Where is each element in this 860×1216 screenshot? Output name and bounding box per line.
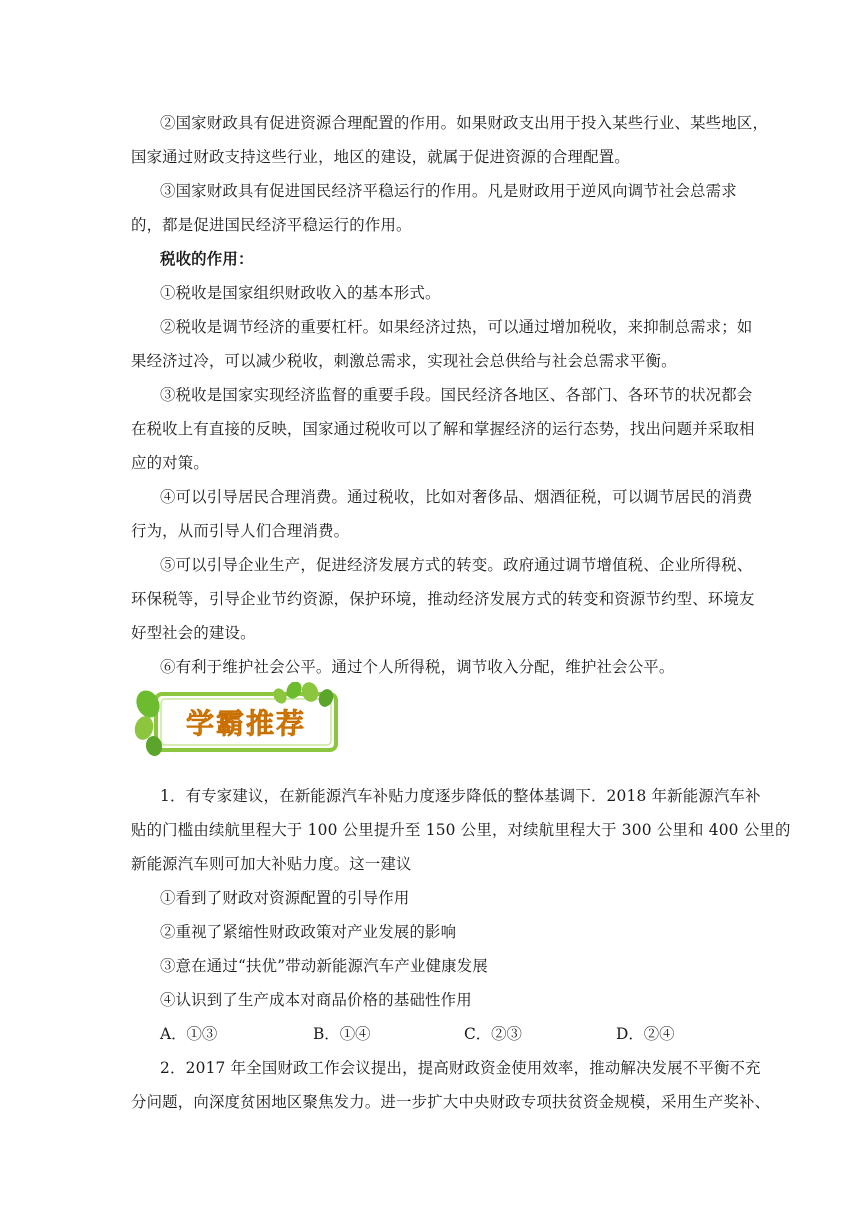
q1-stem-line-1: 1．有专家建议，在新能源汽车补贴力度逐步降低的整体基调下．2018 年新能源汽车补 xyxy=(160,787,761,805)
finance-point-2-line-1: ②国家财政具有促进资源合理配置的作用。如果财政支出用于投入某些行业、某些地区， xyxy=(160,114,769,132)
q1-statement-2: ②重视了紧缩性财政政策对产业发展的影响 xyxy=(160,923,457,941)
q1-stem-line-3: 新能源汽车则可加大补贴力度。这一建议 xyxy=(131,855,412,873)
banner-title: 学霸推荐 xyxy=(185,707,307,740)
tax-point-2-line-2: 果经济过冷，可以减少税收，刺激总需求，实现社会总供给与社会总需求平衡。 xyxy=(131,352,677,370)
q1-option-b: B．①④ xyxy=(313,1025,371,1043)
tax-point-5-line-2: 环保税等，引导企业节约资源，保护环境，推动经济发展方式的转变和资源节约型、环境友 xyxy=(131,590,755,608)
tax-point-1: ①税收是国家组织财政收入的基本形式。 xyxy=(160,284,441,302)
q1-statement-4: ④认识到了生产成本对商品价格的基础性作用 xyxy=(160,991,472,1009)
tax-point-3-line-3: 应的对策。 xyxy=(131,454,209,472)
q1-option-c: C．②③ xyxy=(464,1025,522,1043)
tax-point-5-line-3: 好型社会的建设。 xyxy=(131,624,256,642)
finance-point-2-line-2: 国家通过财政支持这些行业，地区的建设，就属于促进资源的合理配置。 xyxy=(131,148,630,166)
q2-stem-line-2: 分问题，向深度贫困地区聚焦发力。进一步扩大中央财政专项扶贫资金规模，采用生产奖补、 xyxy=(131,1093,771,1111)
tax-point-5-line-1: ⑤可以引导企业生产，促进经济发展方式的转变。政府通过调节增值税、企业所得税、 xyxy=(160,556,753,574)
q1-option-a: A．①③ xyxy=(160,1025,218,1043)
q1-stem-line-2: 贴的门槛由续航里程大于 100 公里提升至 150 公里，对续航里程大于 300 公里和 400 公里的 xyxy=(131,821,791,839)
tax-point-4-line-1: ④可以引导居民合理消费。通过税收，比如对奢侈品、烟酒征税，可以调节居民的消费 xyxy=(160,488,753,506)
recommendation-banner xyxy=(134,682,340,758)
q1-option-d: D．②④ xyxy=(616,1025,675,1043)
finance-point-3-line-2: 的，都是促进国民经济平稳运行的作用。 xyxy=(131,216,412,234)
tax-point-3-line-1: ③税收是国家实现经济监督的重要手段。国民经济各地区、各部门、各环节的状况都会 xyxy=(160,386,753,404)
tax-section-heading: 税收的作用： xyxy=(160,250,254,268)
q2-stem-line-1: 2．2017 年全国财政工作会议提出，提高财政资金使用效率，推动解决发展不平衡不充 xyxy=(160,1059,761,1077)
tax-point-3-line-2: 在税收上有直接的反映，国家通过税收可以了解和掌握经济的运行态势，找出问题并采取相 xyxy=(131,420,755,438)
finance-point-3-line-1: ③国家财政具有促进国民经济平稳运行的作用。凡是财政用于逆风向调节社会总需求 xyxy=(160,182,737,200)
q1-statement-1: ①看到了财政对资源配置的引导作用 xyxy=(160,889,410,907)
tax-point-4-line-2: 行为，从而引导人们合理消费。 xyxy=(131,522,350,540)
tax-point-2-line-1: ②税收是调节经济的重要杠杆。如果经济过热，可以通过增加税收，来抑制总需求；如 xyxy=(160,318,753,336)
tax-point-6: ⑥有利于维护社会公平。通过个人所得税，调节收入分配，维护社会公平。 xyxy=(160,658,675,676)
q1-statement-3: ③意在通过“扶优”带动新能源汽车产业健康发展 xyxy=(160,957,488,975)
